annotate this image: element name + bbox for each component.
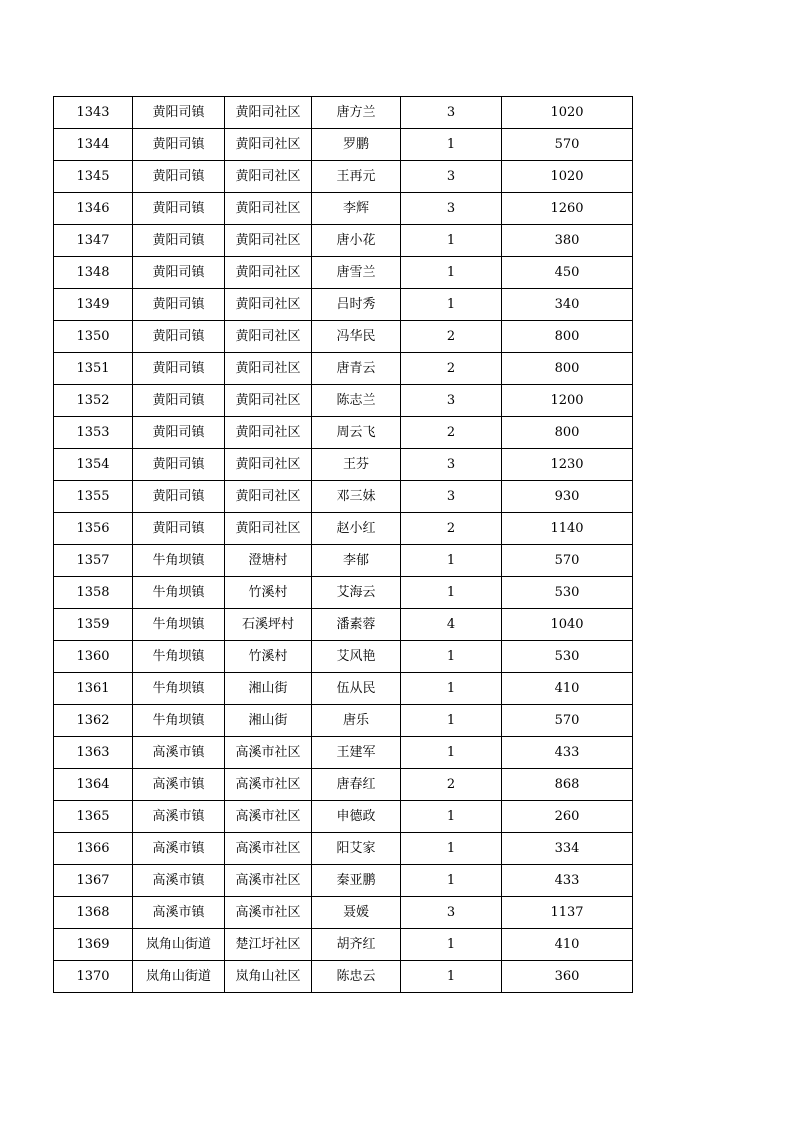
name-cell: 吕时秀: [312, 289, 401, 321]
roster-table: [53, 96, 633, 993]
row-number-cell: 1367: [54, 865, 133, 897]
row-number-cell: 1354: [54, 449, 133, 481]
row-number-cell: 1365: [54, 801, 133, 833]
town-cell: 岚角山街道: [133, 929, 225, 961]
town-cell: 黄阳司镇: [133, 513, 225, 545]
town-cell: 高溪市镇: [133, 897, 225, 929]
name-cell: 艾风艳: [312, 641, 401, 673]
table-row: [54, 225, 633, 257]
amount-cell: 1140: [502, 513, 633, 545]
row-number-cell: 1361: [54, 673, 133, 705]
household-count-cell: 1: [401, 929, 502, 961]
name-cell: 聂媛: [312, 897, 401, 929]
amount-cell: 800: [502, 353, 633, 385]
amount-cell: 1020: [502, 97, 633, 129]
name-cell: 唐青云: [312, 353, 401, 385]
amount-cell: 530: [502, 641, 633, 673]
table-row: [54, 481, 633, 513]
amount-cell: 410: [502, 673, 633, 705]
amount-cell: 433: [502, 737, 633, 769]
amount-cell: 260: [502, 801, 633, 833]
table-row: [54, 801, 633, 833]
household-count-cell: 2: [401, 353, 502, 385]
community-cell: 黄阳司社区: [225, 193, 312, 225]
name-cell: 陈志兰: [312, 385, 401, 417]
community-cell: 高溪市社区: [225, 833, 312, 865]
table-row: [54, 257, 633, 289]
household-count-cell: 1: [401, 545, 502, 577]
name-cell: 秦亚鹏: [312, 865, 401, 897]
community-cell: 黄阳司社区: [225, 385, 312, 417]
household-count-cell: 1: [401, 257, 502, 289]
town-cell: 牛角坝镇: [133, 577, 225, 609]
row-number-cell: 1351: [54, 353, 133, 385]
household-count-cell: 3: [401, 449, 502, 481]
community-cell: 黄阳司社区: [225, 257, 312, 289]
amount-cell: 340: [502, 289, 633, 321]
household-count-cell: 1: [401, 673, 502, 705]
community-cell: 黄阳司社区: [225, 449, 312, 481]
row-number-cell: 1355: [54, 481, 133, 513]
town-cell: 高溪市镇: [133, 737, 225, 769]
household-count-cell: 1: [401, 801, 502, 833]
amount-cell: 800: [502, 321, 633, 353]
community-cell: 澄塘村: [225, 545, 312, 577]
name-cell: 胡齐红: [312, 929, 401, 961]
name-cell: 唐方兰: [312, 97, 401, 129]
name-cell: 唐小花: [312, 225, 401, 257]
town-cell: 高溪市镇: [133, 833, 225, 865]
amount-cell: 1260: [502, 193, 633, 225]
amount-cell: 450: [502, 257, 633, 289]
community-cell: 黄阳司社区: [225, 481, 312, 513]
amount-cell: 570: [502, 129, 633, 161]
name-cell: 罗鹏: [312, 129, 401, 161]
amount-cell: 1137: [502, 897, 633, 929]
amount-cell: 868: [502, 769, 633, 801]
table-row: [54, 193, 633, 225]
row-number-cell: 1352: [54, 385, 133, 417]
amount-cell: 930: [502, 481, 633, 513]
community-cell: 黄阳司社区: [225, 161, 312, 193]
table-row: [54, 961, 633, 993]
town-cell: 高溪市镇: [133, 769, 225, 801]
household-count-cell: 3: [401, 481, 502, 513]
amount-cell: 410: [502, 929, 633, 961]
row-number-cell: 1344: [54, 129, 133, 161]
table-row: [54, 385, 633, 417]
table-row: [54, 673, 633, 705]
table-row: [54, 737, 633, 769]
household-count-cell: 1: [401, 865, 502, 897]
community-cell: 黄阳司社区: [225, 417, 312, 449]
amount-cell: 380: [502, 225, 633, 257]
household-count-cell: 1: [401, 129, 502, 161]
town-cell: 牛角坝镇: [133, 641, 225, 673]
row-number-cell: 1364: [54, 769, 133, 801]
town-cell: 牛角坝镇: [133, 705, 225, 737]
household-count-cell: 3: [401, 385, 502, 417]
amount-cell: 360: [502, 961, 633, 993]
table-row: [54, 449, 633, 481]
row-number-cell: 1350: [54, 321, 133, 353]
row-number-cell: 1348: [54, 257, 133, 289]
table-row: [54, 769, 633, 801]
community-cell: 高溪市社区: [225, 769, 312, 801]
household-count-cell: 3: [401, 897, 502, 929]
community-cell: 岚角山社区: [225, 961, 312, 993]
table-row: [54, 929, 633, 961]
table-row: [54, 321, 633, 353]
row-number-cell: 1343: [54, 97, 133, 129]
community-cell: 高溪市社区: [225, 801, 312, 833]
household-count-cell: 1: [401, 289, 502, 321]
row-number-cell: 1366: [54, 833, 133, 865]
table-row: [54, 417, 633, 449]
household-count-cell: 2: [401, 321, 502, 353]
household-count-cell: 4: [401, 609, 502, 641]
row-number-cell: 1369: [54, 929, 133, 961]
household-count-cell: 1: [401, 737, 502, 769]
amount-cell: 530: [502, 577, 633, 609]
row-number-cell: 1358: [54, 577, 133, 609]
town-cell: 高溪市镇: [133, 801, 225, 833]
household-count-cell: 1: [401, 961, 502, 993]
row-number-cell: 1362: [54, 705, 133, 737]
table-row: [54, 897, 633, 929]
town-cell: 黄阳司镇: [133, 385, 225, 417]
table-row: [54, 641, 633, 673]
household-count-cell: 2: [401, 513, 502, 545]
amount-cell: 1230: [502, 449, 633, 481]
household-count-cell: 3: [401, 97, 502, 129]
table-row: [54, 97, 633, 129]
name-cell: 艾海云: [312, 577, 401, 609]
name-cell: 李郁: [312, 545, 401, 577]
community-cell: 高溪市社区: [225, 897, 312, 929]
town-cell: 黄阳司镇: [133, 417, 225, 449]
row-number-cell: 1347: [54, 225, 133, 257]
community-cell: 黄阳司社区: [225, 225, 312, 257]
town-cell: 黄阳司镇: [133, 321, 225, 353]
name-cell: 王建军: [312, 737, 401, 769]
town-cell: 黄阳司镇: [133, 161, 225, 193]
name-cell: 王芬: [312, 449, 401, 481]
community-cell: 湘山街: [225, 673, 312, 705]
table-row: [54, 353, 633, 385]
household-count-cell: 1: [401, 641, 502, 673]
amount-cell: 570: [502, 545, 633, 577]
household-count-cell: 3: [401, 193, 502, 225]
community-cell: 黄阳司社区: [225, 129, 312, 161]
town-cell: 黄阳司镇: [133, 193, 225, 225]
household-count-cell: 1: [401, 577, 502, 609]
table-row: [54, 833, 633, 865]
row-number-cell: 1349: [54, 289, 133, 321]
community-cell: 黄阳司社区: [225, 353, 312, 385]
town-cell: 黄阳司镇: [133, 97, 225, 129]
amount-cell: 433: [502, 865, 633, 897]
name-cell: 陈忠云: [312, 961, 401, 993]
table-row: [54, 161, 633, 193]
community-cell: 黄阳司社区: [225, 289, 312, 321]
row-number-cell: 1345: [54, 161, 133, 193]
town-cell: 岚角山街道: [133, 961, 225, 993]
community-cell: 黄阳司社区: [225, 97, 312, 129]
table-row: [54, 705, 633, 737]
name-cell: 唐乐: [312, 705, 401, 737]
community-cell: 高溪市社区: [225, 865, 312, 897]
amount-cell: 1200: [502, 385, 633, 417]
household-count-cell: 2: [401, 417, 502, 449]
town-cell: 黄阳司镇: [133, 449, 225, 481]
town-cell: 黄阳司镇: [133, 129, 225, 161]
table-row: [54, 129, 633, 161]
community-cell: 黄阳司社区: [225, 321, 312, 353]
community-cell: 高溪市社区: [225, 737, 312, 769]
amount-cell: 1040: [502, 609, 633, 641]
name-cell: 申德政: [312, 801, 401, 833]
household-count-cell: 1: [401, 225, 502, 257]
name-cell: 李辉: [312, 193, 401, 225]
name-cell: 唐春红: [312, 769, 401, 801]
name-cell: 王再元: [312, 161, 401, 193]
town-cell: 黄阳司镇: [133, 257, 225, 289]
household-count-cell: 2: [401, 769, 502, 801]
name-cell: 潘素蓉: [312, 609, 401, 641]
amount-cell: 334: [502, 833, 633, 865]
name-cell: 伍从民: [312, 673, 401, 705]
amount-cell: 800: [502, 417, 633, 449]
row-number-cell: 1360: [54, 641, 133, 673]
table-row: [54, 865, 633, 897]
table-row: [54, 545, 633, 577]
table-row: [54, 289, 633, 321]
row-number-cell: 1356: [54, 513, 133, 545]
household-count-cell: 1: [401, 833, 502, 865]
row-number-cell: 1363: [54, 737, 133, 769]
town-cell: 高溪市镇: [133, 865, 225, 897]
roster-table-body: [54, 97, 633, 993]
town-cell: 黄阳司镇: [133, 289, 225, 321]
name-cell: 邓三妹: [312, 481, 401, 513]
town-cell: 黄阳司镇: [133, 225, 225, 257]
amount-cell: 570: [502, 705, 633, 737]
town-cell: 黄阳司镇: [133, 353, 225, 385]
community-cell: 竹溪村: [225, 641, 312, 673]
amount-cell: 1020: [502, 161, 633, 193]
town-cell: 牛角坝镇: [133, 609, 225, 641]
household-count-cell: 1: [401, 705, 502, 737]
household-count-cell: 3: [401, 161, 502, 193]
town-cell: 牛角坝镇: [133, 545, 225, 577]
name-cell: 冯华民: [312, 321, 401, 353]
town-cell: 黄阳司镇: [133, 481, 225, 513]
table-row: [54, 609, 633, 641]
table-row: [54, 577, 633, 609]
row-number-cell: 1370: [54, 961, 133, 993]
row-number-cell: 1353: [54, 417, 133, 449]
row-number-cell: 1357: [54, 545, 133, 577]
name-cell: 周云飞: [312, 417, 401, 449]
row-number-cell: 1359: [54, 609, 133, 641]
row-number-cell: 1368: [54, 897, 133, 929]
row-number-cell: 1346: [54, 193, 133, 225]
community-cell: 楚江圩社区: [225, 929, 312, 961]
name-cell: 阳艾家: [312, 833, 401, 865]
name-cell: 赵小红: [312, 513, 401, 545]
name-cell: 唐雪兰: [312, 257, 401, 289]
community-cell: 石溪坪村: [225, 609, 312, 641]
community-cell: 竹溪村: [225, 577, 312, 609]
community-cell: 湘山街: [225, 705, 312, 737]
table-row: [54, 513, 633, 545]
community-cell: 黄阳司社区: [225, 513, 312, 545]
town-cell: 牛角坝镇: [133, 673, 225, 705]
